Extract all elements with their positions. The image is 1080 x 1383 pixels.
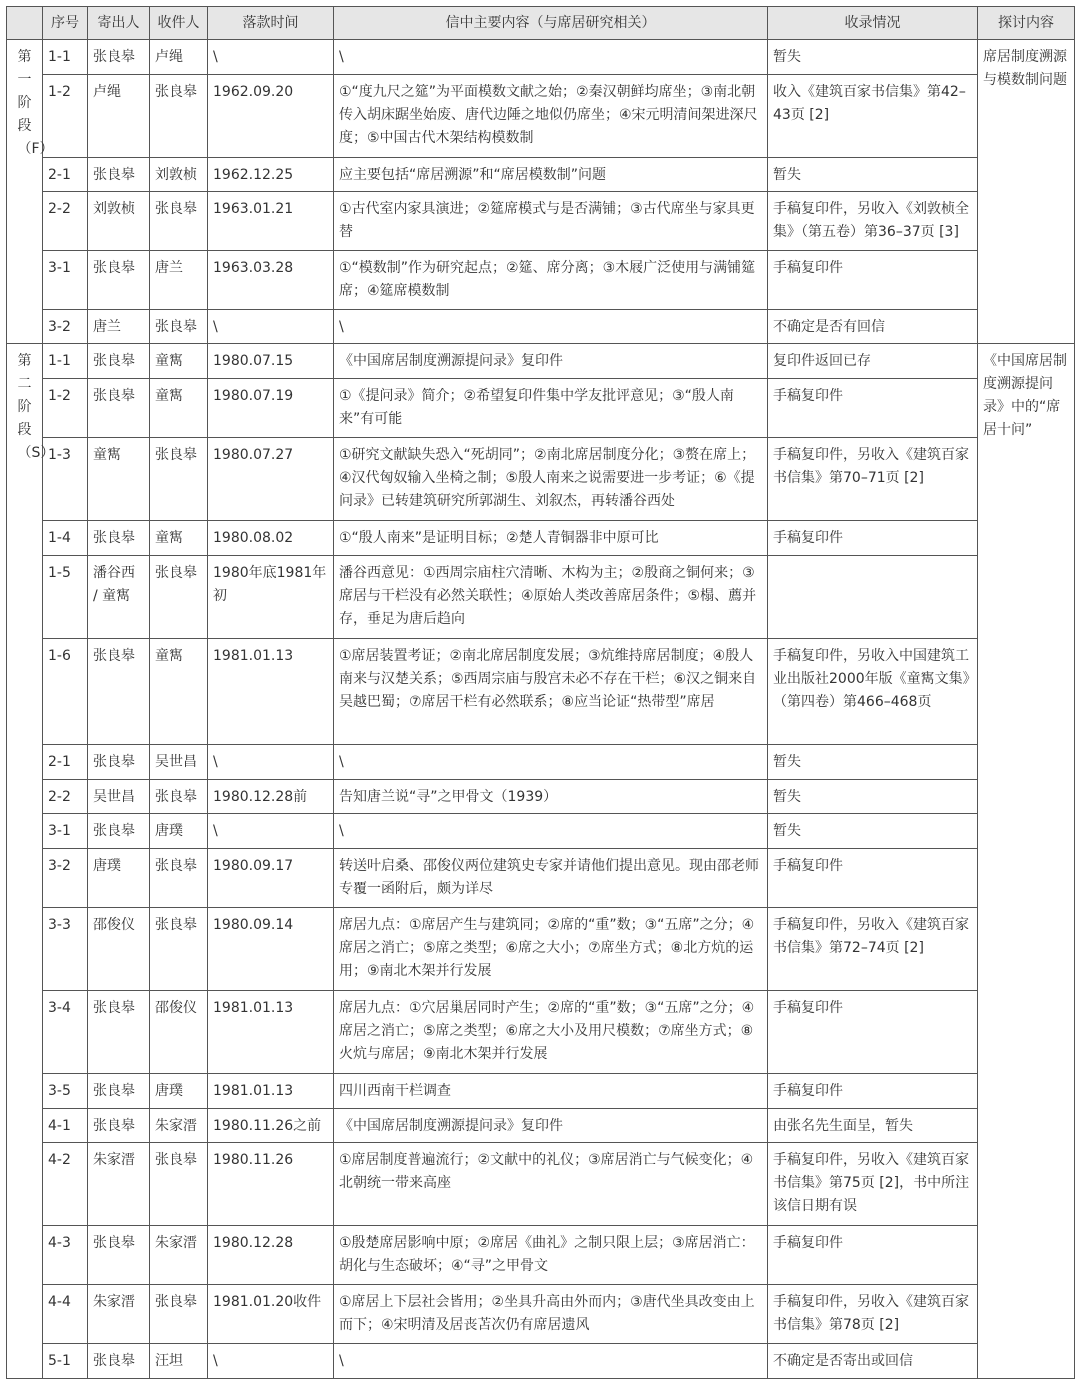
row-date: 1980.11.26之前 xyxy=(208,1108,334,1143)
row-sender: 潘谷西 / 童寯 xyxy=(88,555,150,638)
row-record: 暂失 xyxy=(768,814,978,849)
stage-label xyxy=(7,344,55,1379)
row-number: 2-1 xyxy=(43,745,88,780)
row-date: 1963.01.21 xyxy=(208,192,334,251)
letters-table xyxy=(6,6,1075,1379)
row-content: \ xyxy=(334,1344,768,1379)
row-sender: 唐兰 xyxy=(88,309,150,344)
row-sender: 张良皋 xyxy=(88,157,150,192)
row-recipient: 唐兰 xyxy=(150,251,208,310)
row-recipient: 吴世昌 xyxy=(150,745,208,780)
row-record xyxy=(768,555,978,638)
row-recipient: 汪坦 xyxy=(150,1344,208,1379)
row-number: 4-1 xyxy=(43,1108,88,1143)
row-date: 1963.03.28 xyxy=(208,251,334,310)
row-date: 1981.01.13 xyxy=(208,1074,334,1109)
row-content: ①“度九尺之筵”为平面模数文献之始；②秦汉朝鲜均席坐；③南北朝传入胡床踞坐始废、唐代边陲之地似仍席坐；④宋元明清间架进深尺度；⑤中国古代木架结构模数制 xyxy=(334,74,768,157)
header-content: 信中主要内容（与席居研究相关） xyxy=(334,7,768,40)
row-date: 1980.08.02 xyxy=(208,521,334,556)
row-content: \ xyxy=(334,40,768,75)
row-record: 手稿复印件，另收入《建筑百家书信集》第72–74页 [2] xyxy=(768,907,978,990)
row-record: 不确定是否寄出或回信 xyxy=(768,1344,978,1379)
row-number: 3-2 xyxy=(43,848,88,907)
row-content: ①研究文献缺失恐入“死胡同”；②南北席居制度分化；③赘在席上；④汉代匈奴输入坐椅之制；⑤殷人南来之说需要进一步考证；⑥《提问录》已转建筑研究所郭湖生、刘叙杰，再转潘谷西处 xyxy=(334,437,768,520)
row-content: 四川西南干栏调查 xyxy=(334,1074,768,1109)
row-sender: 卢绳 xyxy=(88,74,150,157)
row-recipient: 张良皋 xyxy=(150,192,208,251)
row-sender: 朱家溍 xyxy=(88,1143,150,1226)
row-content: ①古代室内家具演进；②筵席模式与是否满铺；③古代席坐与家具更替 xyxy=(334,192,768,251)
row-content: ①“模数制”作为研究起点；②筵、席分离；③木屐广泛使用与满铺筵席；④筵席模数制 xyxy=(334,251,768,310)
row-number: 3-1 xyxy=(43,251,88,310)
row-record: 手稿复印件 xyxy=(768,521,978,556)
row-sender: 张良皋 xyxy=(88,991,150,1074)
header-topic: 探讨内容 xyxy=(978,7,1075,40)
row-content: ①《提问录》简介；②希望复印件集中学友批评意见；③“殷人南来”有可能 xyxy=(334,378,768,437)
row-sender: 吴世昌 xyxy=(88,779,150,814)
row-recipient: 张良皋 xyxy=(150,74,208,157)
table-row xyxy=(7,555,1075,638)
row-record: 由张名先生面呈，暂失 xyxy=(768,1108,978,1143)
row-record: 收入《建筑百家书信集》第42–43页 [2] xyxy=(768,74,978,157)
table-row xyxy=(7,157,1075,192)
row-number: 3-3 xyxy=(43,907,88,990)
row-content: \ xyxy=(334,814,768,849)
row-number: 1-5 xyxy=(43,555,88,638)
row-sender: 唐璞 xyxy=(88,848,150,907)
table-row xyxy=(7,40,1075,75)
row-record: 暂失 xyxy=(768,779,978,814)
row-content: 告知唐兰说“寻”之甲骨文（1939） xyxy=(334,779,768,814)
row-number: 3-5 xyxy=(43,1074,88,1109)
table-row xyxy=(7,1226,1075,1285)
row-date: \ xyxy=(208,745,334,780)
row-content: ①席居制度普遍流行；②文献中的礼仪；③席居消亡与气候变化；④北朝统一带来高座 xyxy=(334,1143,768,1226)
row-date: 1981.01.13 xyxy=(208,638,334,745)
table-row xyxy=(7,521,1075,556)
row-sender: 朱家溍 xyxy=(88,1285,150,1344)
row-recipient: 童寯 xyxy=(150,344,208,379)
row-number: 4-4 xyxy=(43,1285,88,1344)
row-record: 手稿复印件，另收入《刘敦桢全集》（第五卷）第36–37页 [3] xyxy=(768,192,978,251)
row-recipient: 张良皋 xyxy=(150,779,208,814)
stage-topic: 席居制度溯源与模数制问题 xyxy=(978,40,1075,344)
table-row xyxy=(7,907,1075,990)
row-recipient: 张良皋 xyxy=(150,555,208,638)
row-record: 手稿复印件 xyxy=(768,378,978,437)
row-sender: 张良皋 xyxy=(88,1074,150,1109)
row-date: \ xyxy=(208,814,334,849)
row-recipient: 张良皋 xyxy=(150,309,208,344)
row-content: 《中国席居制度溯源提问录》复印件 xyxy=(334,1108,768,1143)
row-date: 1980年底1981年初 xyxy=(208,555,334,638)
row-record: 手稿复印件 xyxy=(768,1226,978,1285)
row-recipient: 邵俊仪 xyxy=(150,991,208,1074)
row-recipient: 张良皋 xyxy=(150,1285,208,1344)
header-stage xyxy=(7,7,43,40)
row-recipient: 朱家溍 xyxy=(150,1226,208,1285)
table-row xyxy=(7,251,1075,310)
row-record: 手稿复印件，另收入中国建筑工业出版社2000年版《童寯文集》（第四卷）第466–468页 xyxy=(768,638,978,745)
row-sender: 张良皋 xyxy=(88,1226,150,1285)
table-row xyxy=(7,991,1075,1074)
row-number: 2-2 xyxy=(43,779,88,814)
table-row xyxy=(7,1108,1075,1143)
table-row xyxy=(7,638,1075,745)
row-recipient: 童寯 xyxy=(150,521,208,556)
table-row xyxy=(7,1344,1075,1379)
row-content: ①席居装置考证；②南北席居制度发展；③炕维持席居制度；④殷人南来与汉楚关系；⑤西周宗庙与殷宫未必不存在干栏；⑥汉之铜来自吴越巴蜀；⑦席居干栏有必然联系；⑧应当论证“热带型”席居 xyxy=(334,638,768,745)
row-recipient: 朱家溍 xyxy=(150,1108,208,1143)
row-number: 3-1 xyxy=(43,814,88,849)
table-row xyxy=(7,1143,1075,1226)
row-sender: 张良皋 xyxy=(88,638,150,745)
header-row xyxy=(7,7,1075,40)
row-number: 2-2 xyxy=(43,192,88,251)
row-content: 潘谷西意见：①西周宗庙柱穴清晰、木构为主；②殷商之铜何来；③席居与干栏没有必然关联性；④原始人类改善席居条件；⑤榻、薦并存，垂足为唐后趋向 xyxy=(334,555,768,638)
row-number: 2-1 xyxy=(43,157,88,192)
row-content: 应主要包括“席居溯源”和“席居模数制”问题 xyxy=(334,157,768,192)
row-recipient: 童寯 xyxy=(150,638,208,745)
row-record: 不确定是否有回信 xyxy=(768,309,978,344)
row-content: ①殷楚席居影响中原；②席居《曲礼》之制只限上层；③席居消亡：胡化与生态破坏；④“寻”之甲骨文 xyxy=(334,1226,768,1285)
row-record: 手稿复印件，另收入《建筑百家书信集》第75页 [2]，书中所注该信日期有误 xyxy=(768,1143,978,1226)
table-row xyxy=(7,437,1075,520)
row-record: 暂失 xyxy=(768,745,978,780)
row-number: 1-3 xyxy=(43,437,88,520)
row-sender: 张良皋 xyxy=(88,40,150,75)
row-content: ①席居上下层社会皆用；②坐具升高由外而内；③唐代坐具改变由上而下；④宋明清及居丧苫次仍有席居遗风 xyxy=(334,1285,768,1344)
row-date: \ xyxy=(208,1344,334,1379)
row-sender: 张良皋 xyxy=(88,814,150,849)
row-date: 1980.12.28 xyxy=(208,1226,334,1285)
stage-label xyxy=(7,40,54,344)
row-content: 席居九点：①席居产生与建筑同；②席的“重”数；③“五席”之分；④席居之消亡；⑤席之类型；⑥席之大小；⑦席坐方式；⑧北方炕的运用；⑨南北木架并行发展 xyxy=(334,907,768,990)
row-date: 1980.11.26 xyxy=(208,1143,334,1226)
row-sender: 童寯 xyxy=(88,437,150,520)
row-date: 1962.09.20 xyxy=(208,74,334,157)
row-date: 1962.12.25 xyxy=(208,157,334,192)
table-row xyxy=(7,74,1075,157)
table-row xyxy=(7,1285,1075,1344)
row-sender: 张良皋 xyxy=(88,521,150,556)
row-number: 1-6 xyxy=(43,638,88,745)
row-number: 4-2 xyxy=(43,1143,88,1226)
row-date: 1980.07.19 xyxy=(208,378,334,437)
header-number: 序号 xyxy=(43,7,88,40)
header-record: 收录情况 xyxy=(768,7,978,40)
table-row xyxy=(7,309,1075,344)
row-number: 1-1 xyxy=(43,40,88,75)
row-content: 转送叶启桑、邵俊仪两位建筑史专家并请他们提出意见。现由邵老师专覆一函附后，颇为详尽 xyxy=(334,848,768,907)
row-content: \ xyxy=(334,309,768,344)
row-content: 《中国席居制度溯源提问录》复印件 xyxy=(334,344,768,379)
row-recipient: 唐璞 xyxy=(150,814,208,849)
row-record: 手稿复印件 xyxy=(768,848,978,907)
row-record: 复印件返回已存 xyxy=(768,344,978,379)
row-record: 手稿复印件 xyxy=(768,1074,978,1109)
row-number: 1-4 xyxy=(43,521,88,556)
row-sender: 邵俊仪 xyxy=(88,907,150,990)
row-date: 1981.01.20收件 xyxy=(208,1285,334,1344)
row-sender: 张良皋 xyxy=(88,1108,150,1143)
row-number: 1-1 xyxy=(43,344,88,379)
table-row xyxy=(7,1074,1075,1109)
row-record: 手稿复印件 xyxy=(768,251,978,310)
stage-topic: 《中国席居制度溯源提问录》中的“席居十问” xyxy=(978,344,1075,1379)
row-recipient: 童寯 xyxy=(150,378,208,437)
row-date: \ xyxy=(208,40,334,75)
row-date: 1981.01.13 xyxy=(208,991,334,1074)
table-row xyxy=(7,779,1075,814)
row-sender: 张良皋 xyxy=(88,1344,150,1379)
table-row xyxy=(7,344,1075,379)
row-sender: 张良皋 xyxy=(88,251,150,310)
row-number: 1-2 xyxy=(43,74,88,157)
row-date: 1980.07.15 xyxy=(208,344,334,379)
row-sender: 张良皋 xyxy=(88,344,150,379)
row-content: ①“殷人南来”是证明目标；②楚人青铜器非中原可比 xyxy=(334,521,768,556)
stage-label-text: 第二阶段（S） xyxy=(17,353,55,462)
row-record: 手稿复印件，另收入《建筑百家书信集》第70–71页 [2] xyxy=(768,437,978,520)
row-number: 3-4 xyxy=(43,991,88,1074)
row-content: \ xyxy=(334,745,768,780)
row-date: 1980.09.17 xyxy=(208,848,334,907)
table-row xyxy=(7,814,1075,849)
row-number: 1-2 xyxy=(43,378,88,437)
row-recipient: 张良皋 xyxy=(150,1143,208,1226)
table-row xyxy=(7,192,1075,251)
header-recipient: 收件人 xyxy=(150,7,208,40)
header-date: 落款时间 xyxy=(208,7,334,40)
row-recipient: 张良皋 xyxy=(150,848,208,907)
row-record: 手稿复印件 xyxy=(768,991,978,1074)
row-record: 暂失 xyxy=(768,40,978,75)
row-date: 1980.09.14 xyxy=(208,907,334,990)
row-recipient: 张良皋 xyxy=(150,437,208,520)
row-date: \ xyxy=(208,309,334,344)
row-sender: 张良皋 xyxy=(88,745,150,780)
row-record: 暂失 xyxy=(768,157,978,192)
row-sender: 张良皋 xyxy=(88,378,150,437)
row-recipient: 唐璞 xyxy=(150,1074,208,1109)
row-record: 手稿复印件，另收入《建筑百家书信集》第78页 [2] xyxy=(768,1285,978,1344)
table-row xyxy=(7,848,1075,907)
row-sender: 刘敦桢 xyxy=(88,192,150,251)
row-number: 5-1 xyxy=(43,1344,88,1379)
header-sender: 寄出人 xyxy=(88,7,150,40)
row-recipient: 卢绳 xyxy=(150,40,208,75)
row-number: 4-3 xyxy=(43,1226,88,1285)
stage-label-text: 第一阶段（F） xyxy=(17,49,54,157)
row-recipient: 张良皋 xyxy=(150,907,208,990)
row-recipient: 刘敦桢 xyxy=(150,157,208,192)
table-row xyxy=(7,745,1075,780)
table-row xyxy=(7,378,1075,437)
row-content: 席居九点：①穴居巢居同时产生；②席的“重”数；③“五席”之分；④席居之消亡；⑤席之类型；⑥席之大小及用尺模数；⑦席坐方式；⑧火炕与席居；⑨南北木架并行发展 xyxy=(334,991,768,1074)
row-date: 1980.07.27 xyxy=(208,437,334,520)
row-number: 3-2 xyxy=(43,309,88,344)
row-date: 1980.12.28前 xyxy=(208,779,334,814)
